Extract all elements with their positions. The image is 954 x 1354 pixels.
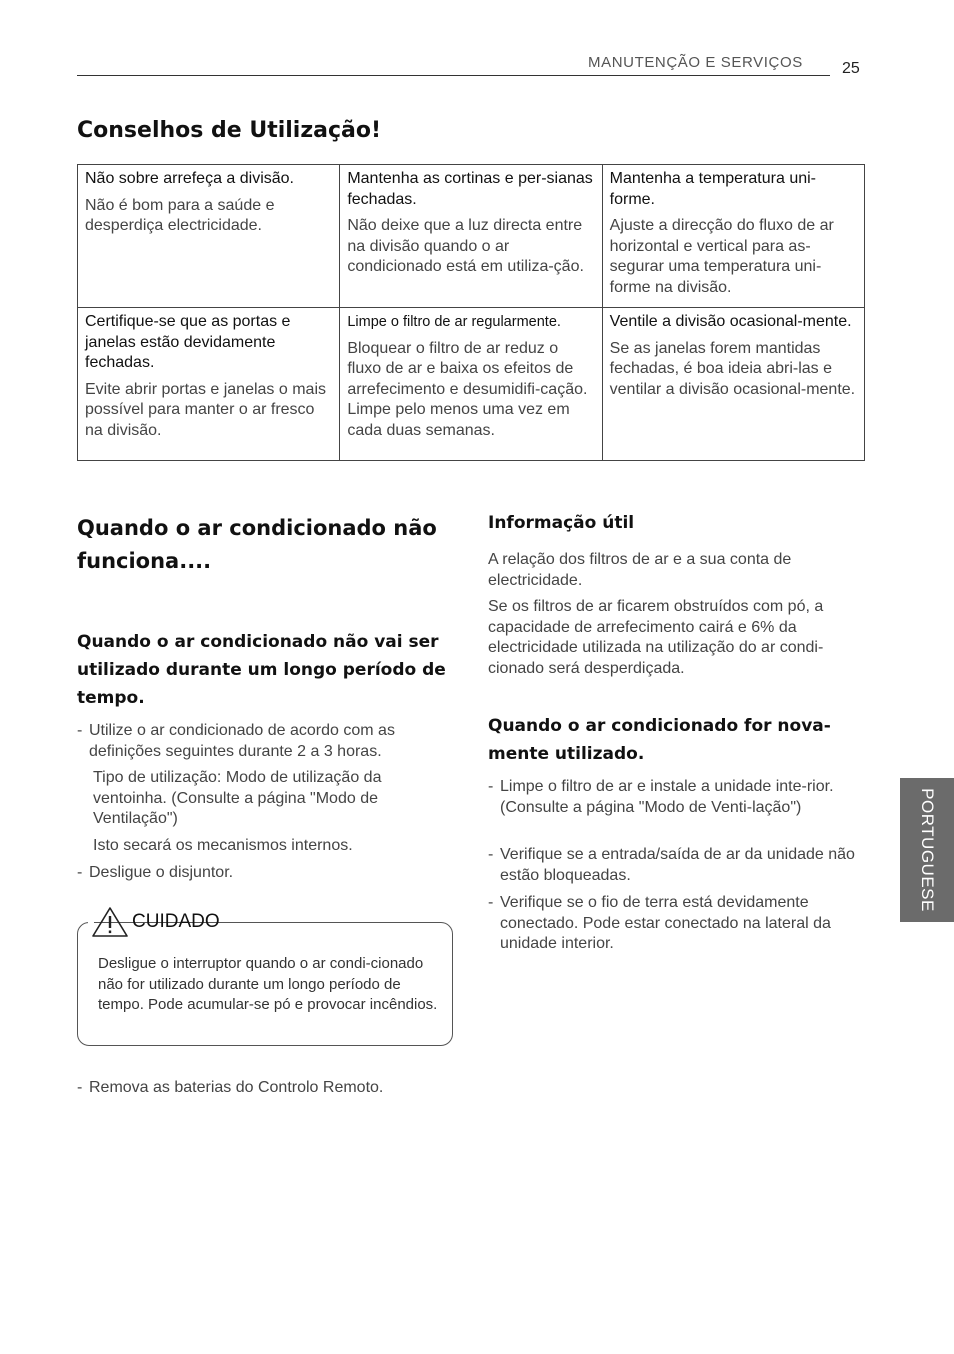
list-item-text: Remova as baterias do Controlo Remoto. — [89, 1079, 384, 1096]
long-period-title: Quando o ar condicionado não vai ser utilizado durante um longo período de tempo. — [77, 632, 446, 708]
useful-info-paragraph: A relação dos filtros de ar e a sua conta de electricidade. — [488, 551, 792, 589]
tip-title: Ventile a divisão ocasional-mente. — [609, 313, 852, 330]
tip-body: Bloquear o filtro de ar reduz o fluxo de ar e baixa os efeitos de arrefecimento e desumidifi-cação. Limpe pelo menos uma vez em cada duas semanas. — [347, 339, 588, 439]
useful-info-title: Informação útil — [488, 513, 635, 533]
tip-cell — [340, 308, 602, 461]
bullet-dash: - — [77, 864, 83, 881]
tip-body: Ajuste a direcção do fluxo de ar horizontal e vertical para as-segurar uma temperatura uni-forme na divisão. — [609, 217, 834, 296]
tip-body: Se as janelas forem mantidas fechadas, é boa ideia abri-las e ventilar a divisão ocasional-mente. — [609, 339, 856, 398]
list-item-text: Limpe o filtro de ar e instale a unidade inte-rior. (Consulte a página "Modo de Venti-lação") — [500, 778, 834, 816]
bullet-dash: - — [488, 846, 494, 863]
bullet-dash: - — [488, 778, 494, 795]
header-divider — [77, 75, 830, 76]
tip-title: Certifique-se que as portas e janelas estão devidamente fechadas. — [85, 313, 291, 371]
list-item — [77, 1078, 447, 1099]
useful-info-paragraph: Se os filtros de ar ficarem obstruídos com pó, a capacidade de arrefecimento cairá e 6% da electricidade utilizada na utilização do ar condi-cionado será desperdiçada. — [488, 598, 824, 677]
caution-header — [88, 906, 220, 938]
warning-triangle-icon — [90, 906, 130, 938]
tip-body: Não deixe que a luz directa entre na divisão quando o ar condicionado está em utiliza-ção. — [347, 217, 584, 275]
table-row — [78, 308, 865, 461]
caution-label: CUIDADO — [132, 911, 220, 932]
list-item-text: Verifique se o fio de terra está devidamente conectado. Pode estar conectado na lateral da unidade interior. — [500, 894, 831, 952]
caution-text: Desligue o interruptor quando o ar condi-cionado não for utilizado durante um longo período de tempo. Pode acumular-se pó e provocar incêndios. — [98, 955, 438, 1013]
tip-cell — [340, 165, 602, 308]
page-number: 25 — [842, 60, 860, 77]
tips-table — [77, 164, 865, 461]
reuse-title: Quando o ar condicionado for nova-mente utilizado. — [488, 716, 831, 764]
tip-title: Mantenha a temperatura uni-forme. — [609, 170, 816, 208]
tip-title: Limpe o filtro de ar regularmente. — [347, 314, 561, 330]
table-row — [78, 165, 865, 308]
header-section-title: MANUTENÇÃO E SERVIÇOS — [588, 54, 803, 71]
language-tab-label: PORTUGUESE — [918, 788, 937, 912]
bullet-dash: - — [77, 722, 83, 739]
list-item — [488, 777, 866, 818]
tips-title: Conselhos de Utilização! — [77, 118, 382, 143]
tip-body: Não é bom para a saúde e desperdiça electricidade. — [85, 196, 275, 234]
tip-cell — [602, 165, 864, 308]
indented-text: Isto secará os mecanismos internos. — [93, 837, 353, 854]
tip-cell — [78, 308, 340, 461]
bullet-dash: - — [488, 894, 494, 911]
tip-cell — [602, 308, 864, 461]
tip-title: Não sobre arrefeça a divisão. — [85, 170, 294, 187]
tip-body: Evite abrir portas e janelas o mais possível para manter o ar fresco na divisão. — [85, 380, 326, 439]
list-item — [77, 863, 447, 884]
list-item-text: Desligue o disjuntor. — [89, 864, 234, 881]
list-item — [77, 721, 447, 762]
language-tab — [900, 778, 954, 922]
list-item — [488, 893, 866, 955]
not-working-title: Quando o ar condicionado não funciona.... — [77, 516, 437, 573]
bullet-dash: - — [77, 1079, 83, 1096]
tip-cell — [78, 165, 340, 308]
list-item-text: Verifique se a entrada/saída de ar da unidade não estão bloqueadas. — [500, 846, 855, 884]
list-item — [488, 845, 866, 886]
list-item-text: Utilize o ar condicionado de acordo com as definições seguintes durante 2 a 3 horas. — [89, 722, 395, 760]
tip-title: Mantenha as cortinas e per-sianas fechadas. — [347, 170, 593, 208]
indented-text: Tipo de utilização: Modo de utilização da ventoinha. (Consulte a página "Modo de Ventilação") — [93, 769, 382, 827]
